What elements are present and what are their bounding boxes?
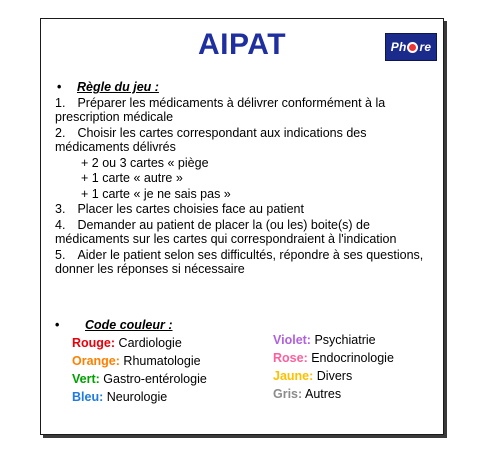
step-text: Aider le patient selon ses difficultés, répondre à ses questions, donner les réponses si nécessaire [55, 247, 424, 276]
rule-step [55, 248, 440, 277]
color-key: Gris: [273, 387, 303, 401]
color-value: Divers [316, 369, 353, 383]
step-number: 2. [55, 125, 66, 140]
rules-heading-row [55, 80, 440, 95]
color-key: Orange: [72, 354, 120, 368]
color-code-heading: Code couleur : [85, 318, 173, 332]
color-code-bullet: • [55, 318, 60, 332]
rule-subitem: + 2 ou 3 cartes « piège [81, 155, 209, 170]
rules-card [40, 18, 444, 435]
logo-text-end: re [419, 40, 432, 54]
color-code-item [72, 352, 207, 370]
color-key: Rouge: [72, 336, 116, 350]
color-value: Gastro-entérologie [103, 372, 207, 386]
step-number: 4. [55, 217, 66, 232]
color-key: Jaune: [273, 369, 314, 383]
color-value: Neurologie [106, 390, 168, 404]
step-text: Préparer les médicaments à délivrer conformément à la prescription médicale [55, 95, 386, 124]
rules-bullet: • [57, 80, 62, 94]
color-code-list-right [273, 331, 394, 403]
rules-section [55, 80, 440, 277]
step-text: Demander au patient de placer la (ou les) boite(s) de médicaments sur les cartes qui correspondraient à l'indication [55, 217, 397, 246]
color-value: Psychiatrie [314, 333, 376, 347]
rule-subitem: + 1 carte « je ne sais pas » [81, 186, 231, 201]
logo-circle-icon [407, 42, 418, 53]
color-code-list-left [72, 334, 207, 406]
rule-step [55, 218, 440, 247]
step-text: Choisir les cartes correspondant aux indications des médicaments délivrés [55, 125, 367, 154]
color-code-heading-row [51, 318, 173, 332]
step-number: 3. [55, 202, 66, 216]
color-key: Vert: [72, 372, 100, 386]
color-value: Endocrinologie [311, 351, 394, 365]
rule-step [55, 202, 440, 217]
color-code-item [72, 370, 207, 388]
color-code-item [72, 334, 207, 352]
color-code-item [273, 367, 394, 385]
step-text: Placer les cartes choisies face au patient [77, 202, 304, 216]
logo-text-start: Ph [390, 40, 407, 54]
color-key: Bleu: [72, 390, 104, 404]
rules-heading: Règle du jeu : [77, 80, 159, 94]
color-code-item [72, 388, 207, 406]
color-code-item [273, 385, 394, 403]
rule-step [55, 96, 440, 125]
step-number: 5. [55, 247, 66, 262]
rule-subitem: + 1 carte « autre » [81, 171, 183, 185]
color-key: Violet: [273, 333, 311, 347]
color-key: Rose: [273, 351, 308, 365]
rule-step [55, 126, 440, 155]
color-value: Autres [304, 387, 342, 401]
color-value: Rhumatologie [123, 354, 201, 368]
page-title: AIPAT [197, 28, 287, 61]
step-number: 1. [55, 95, 66, 110]
color-value: Cardiologie [118, 336, 182, 350]
color-code-item [273, 349, 394, 367]
color-code-item [273, 331, 394, 349]
phare-logo [385, 33, 437, 61]
